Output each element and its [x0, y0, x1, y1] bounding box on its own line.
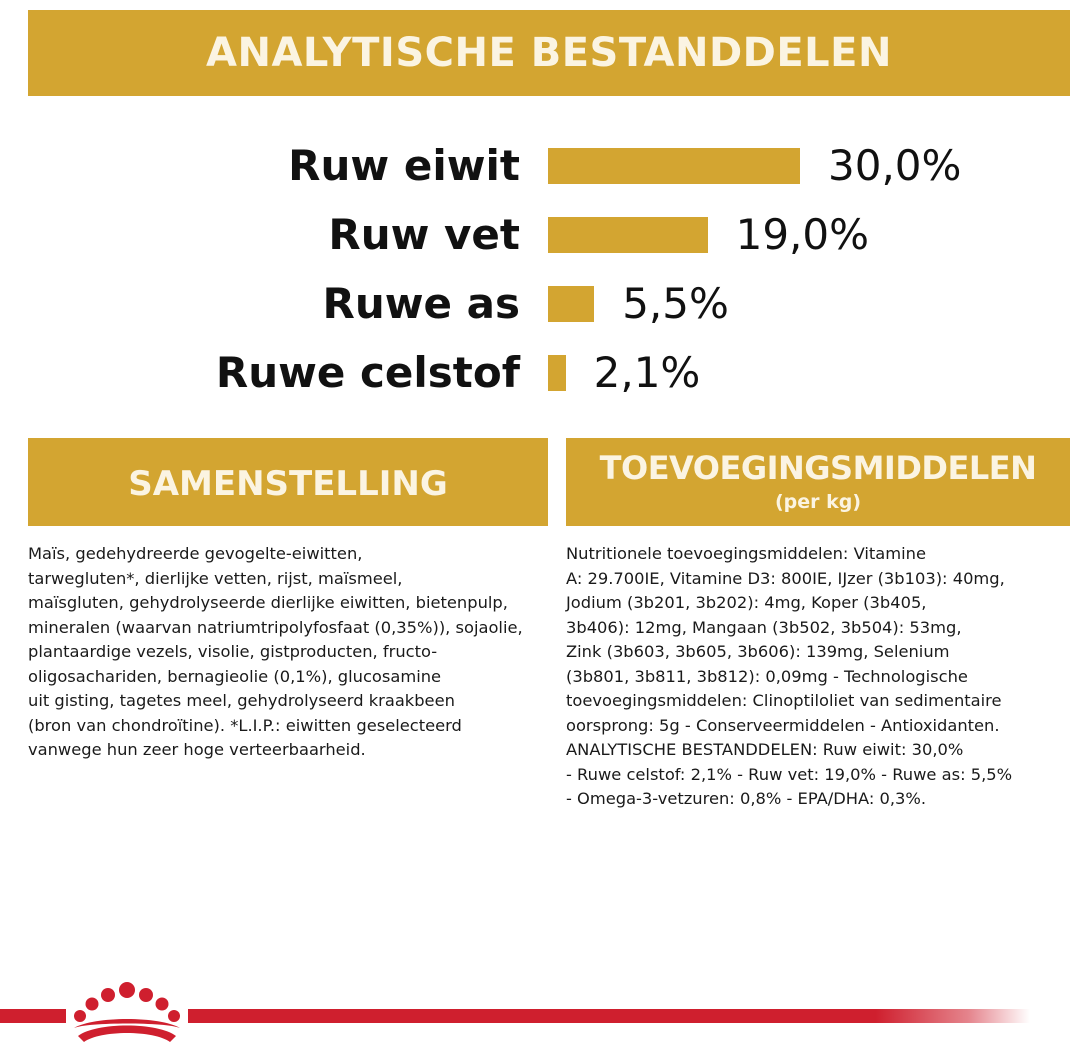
nutrient-label: Ruwe as	[322, 279, 520, 328]
composition-line: uit gisting, tagetes meel, gehydrolyseerd kraakbeen	[28, 691, 455, 710]
additives-line: Nutritionele toevoegingsmiddelen: Vitamine	[566, 544, 926, 563]
composition-line: Maïs, gedehydreerde gevogelte-eiwitten,	[28, 544, 363, 563]
nutrient-row	[0, 138, 1080, 194]
additives-line: Zink (3b603, 3b605, 3b606): 139mg, Selenium	[566, 642, 950, 661]
additives-line: - Omega-3-vetzuren: 0,8% - EPA/DHA: 0,3%.	[566, 789, 927, 808]
composition-title: SAMENSTELLING	[128, 464, 448, 504]
composition-line: vanwege hun zeer hoge verteerbaarheid.	[28, 740, 366, 759]
additives-line: A: 29.700IE, Vitamine D3: 800IE, IJzer (3b103): 40mg,	[566, 568, 1005, 588]
nutrient-value: 19,0%	[735, 210, 870, 259]
additives-line: (3b801, 3b811, 3b812): 0,09mg - Technologische	[566, 666, 968, 686]
composition-line: plantaardige vezels, visolie, gistproducten, fructo-	[28, 642, 438, 661]
composition-text	[28, 542, 548, 763]
composition-line: maïsgluten, gehydrolyseerde dierlijke eiwitten, bietenpulp,	[28, 593, 508, 612]
composition-banner	[28, 438, 548, 526]
composition-line: oligosachariden, bernagieolie (0,1%), glucosamine	[28, 666, 442, 686]
crown-icon	[66, 980, 188, 1052]
nutrient-row	[0, 345, 1080, 401]
composition-line: (bron van chondroïtine). *L.I.P.: eiwitten geselecteerd	[28, 715, 462, 735]
nutrient-row	[0, 276, 1080, 332]
additives-line: - Ruwe celstof: 2,1% - Ruw vet: 19,0% - Ruwe as: 5,5%	[566, 764, 1013, 784]
additives-title: TOEVOEGINGSMIDDELEN	[599, 449, 1037, 487]
additives-line: ANALYTISCHE BESTANDDELEN: Ruw eiwit: 30,0%	[566, 740, 964, 759]
nutrient-bar	[548, 148, 800, 184]
nutrient-label: Ruw vet	[328, 210, 520, 259]
nutrient-value: 30,0%	[828, 141, 962, 190]
nutrient-bar	[548, 286, 594, 322]
composition-line: tarwegluten*, dierlijke vetten, rijst, maïsmeel,	[28, 568, 403, 588]
nutrient-value: 2,1%	[593, 348, 701, 397]
analysis-banner	[28, 10, 1070, 96]
additives-line: Jodium (3b201, 3b202): 4mg, Koper (3b405,	[566, 593, 927, 612]
nutrient-label: Ruw eiwit	[288, 141, 520, 190]
additives-banner	[566, 438, 1070, 526]
nutrient-row	[0, 207, 1080, 263]
composition-line: mineralen (waarvan natriumtripolyfosfaat (0,35%)), sojaolie,	[28, 617, 523, 637]
nutrient-value: 5,5%	[622, 279, 729, 328]
nutrient-label: Ruwe celstof	[215, 348, 520, 397]
nutrient-bar	[548, 217, 708, 253]
additives-subtitle: (per kg)	[774, 491, 862, 513]
additives-line: 3b406): 12mg, Mangaan (3b502, 3b504): 53mg,	[566, 617, 962, 637]
additives-text	[566, 542, 1070, 812]
additives-line: oorsprong: 5g - Conserveermiddelen - Antioxidanten.	[566, 715, 1000, 735]
analysis-title: ANALYTISCHE BESTANDDELEN	[206, 30, 892, 76]
nutrient-bar	[548, 355, 566, 391]
additives-line: toevoegingsmiddelen: Clinoptiloliet van sedimentaire	[566, 691, 1002, 710]
